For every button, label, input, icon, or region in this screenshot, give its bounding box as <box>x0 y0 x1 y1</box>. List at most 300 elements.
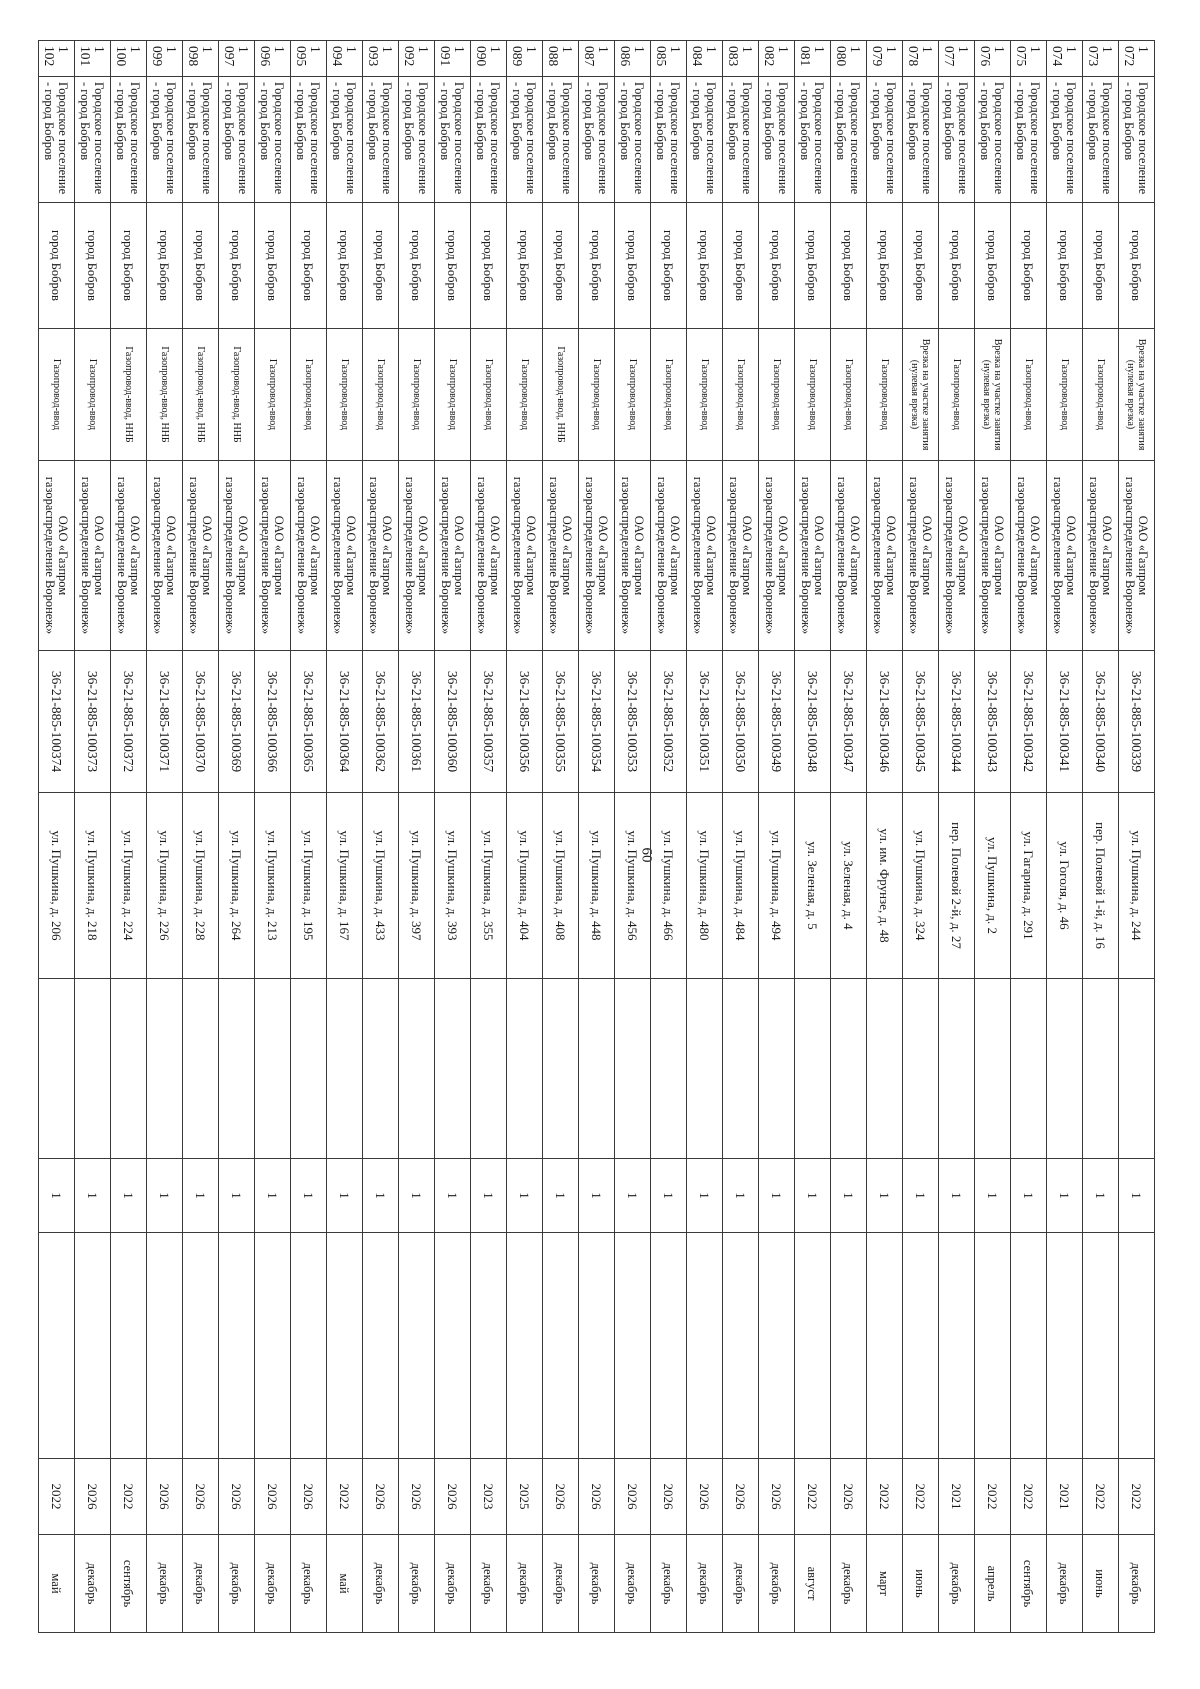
row-number: 1 094 <box>327 41 363 77</box>
object-code-cell: 36-21-885-100360 <box>435 651 471 793</box>
object-type-cell: Газопровод-ввод <box>831 329 867 461</box>
blank-cell <box>255 1233 291 1459</box>
month-cell: декабрь <box>363 1535 399 1633</box>
month-cell: август <box>795 1535 831 1633</box>
count-cell: 1 <box>39 1159 75 1233</box>
organization-cell: ОАО «Газпром газораспределение Воронеж» <box>219 461 255 651</box>
city-cell: город Бобров <box>543 203 579 329</box>
empty-cell <box>903 979 939 1159</box>
city-cell: город Бобров <box>975 203 1011 329</box>
organization-cell: ОАО «Газпром газораспределение Воронеж» <box>327 461 363 651</box>
object-code-cell: 36-21-885-100345 <box>903 651 939 793</box>
count-cell: 1 <box>543 1159 579 1233</box>
object-type-cell: Газопровод-ввод <box>867 329 903 461</box>
row-number: 1 072 <box>1119 41 1155 77</box>
settlement-cell: Городское поселение - город Бобров <box>39 77 75 203</box>
settlement-cell: Городское поселение - город Бобров <box>1011 77 1047 203</box>
city-cell: город Бобров <box>399 203 435 329</box>
count-cell: 1 <box>1011 1159 1047 1233</box>
blank-cell <box>507 1233 543 1459</box>
table-row <box>327 41 363 1633</box>
organization-cell: ОАО «Газпром газораспределение Воронеж» <box>831 461 867 651</box>
address-cell: ул. Пушкина, д. 466 <box>651 793 687 979</box>
city-cell: город Бобров <box>1047 203 1083 329</box>
city-cell: город Бобров <box>507 203 543 329</box>
row-number: 1 096 <box>255 41 291 77</box>
year-cell: 2021 <box>939 1459 975 1535</box>
blank-cell <box>759 1233 795 1459</box>
month-cell: декабрь <box>435 1535 471 1633</box>
year-cell: 2026 <box>147 1459 183 1535</box>
city-cell: город Бобров <box>723 203 759 329</box>
city-cell: город Бобров <box>1083 203 1119 329</box>
row-number: 1 092 <box>399 41 435 77</box>
object-type-cell: Газопровод-ввод, ННБ <box>147 329 183 461</box>
row-number: 1 077 <box>939 41 975 77</box>
organization-cell: ОАО «Газпром газораспределение Воронеж» <box>723 461 759 651</box>
count-cell: 1 <box>651 1159 687 1233</box>
empty-cell <box>543 979 579 1159</box>
count-cell: 1 <box>147 1159 183 1233</box>
count-cell: 1 <box>867 1159 903 1233</box>
year-cell: 2022 <box>1011 1459 1047 1535</box>
organization-cell: ОАО «Газпром газораспределение Воронеж» <box>867 461 903 651</box>
count-cell: 1 <box>903 1159 939 1233</box>
table-row <box>903 41 939 1633</box>
year-cell: 2026 <box>435 1459 471 1535</box>
organization-cell: ОАО «Газпром газораспределение Воронеж» <box>363 461 399 651</box>
city-cell: город Бобров <box>39 203 75 329</box>
blank-cell <box>543 1233 579 1459</box>
object-code-cell: 36-21-885-100374 <box>39 651 75 793</box>
rotated-page <box>42 40 1155 1632</box>
object-code-cell: 36-21-885-100339 <box>1119 651 1155 793</box>
address-cell: ул. Пушкина, д. 494 <box>759 793 795 979</box>
blank-cell <box>831 1233 867 1459</box>
row-number: 1 083 <box>723 41 759 77</box>
object-code-cell: 36-21-885-100346 <box>867 651 903 793</box>
blank-cell <box>183 1233 219 1459</box>
blank-cell <box>723 1233 759 1459</box>
city-cell: город Бобров <box>903 203 939 329</box>
object-code-cell: 36-21-885-100362 <box>363 651 399 793</box>
object-code-cell: 36-21-885-100373 <box>75 651 111 793</box>
empty-cell <box>39 979 75 1159</box>
count-cell: 1 <box>507 1159 543 1233</box>
address-cell: пер. Полевой 2-й, д. 27 <box>939 793 975 979</box>
organization-cell: ОАО «Газпром газораспределение Воронеж» <box>1083 461 1119 651</box>
object-code-cell: 36-21-885-100355 <box>543 651 579 793</box>
address-cell: ул. Пушкина, д. 2 <box>975 793 1011 979</box>
blank-cell <box>1119 1233 1155 1459</box>
settlement-cell: Городское поселение - город Бобров <box>471 77 507 203</box>
table-row <box>795 41 831 1633</box>
city-cell: город Бобров <box>579 203 615 329</box>
organization-cell: ОАО «Газпром газораспределение Воронеж» <box>399 461 435 651</box>
city-cell: город Бобров <box>327 203 363 329</box>
table-row <box>39 41 75 1633</box>
object-code-cell: 36-21-885-100344 <box>939 651 975 793</box>
row-number: 1 082 <box>759 41 795 77</box>
address-cell: ул. Пушкина, д. 484 <box>723 793 759 979</box>
blank-cell <box>1047 1233 1083 1459</box>
row-number: 1 089 <box>507 41 543 77</box>
count-cell: 1 <box>939 1159 975 1233</box>
organization-cell: ОАО «Газпром газораспределение Воронеж» <box>759 461 795 651</box>
empty-cell <box>435 979 471 1159</box>
count-cell: 1 <box>183 1159 219 1233</box>
address-cell: ул. Пушкина, д. 433 <box>363 793 399 979</box>
year-cell: 2022 <box>111 1459 147 1535</box>
table-row <box>615 41 651 1633</box>
organization-cell: ОАО «Газпром газораспределение Воронеж» <box>579 461 615 651</box>
year-cell: 2022 <box>975 1459 1011 1535</box>
year-cell: 2022 <box>39 1459 75 1535</box>
object-type-cell: Газопровод-ввод <box>723 329 759 461</box>
object-type-cell: Газопровод-ввод <box>1083 329 1119 461</box>
year-cell: 2026 <box>723 1459 759 1535</box>
city-cell: город Бобров <box>255 203 291 329</box>
organization-cell: ОАО «Газпром газораспределение Воронеж» <box>1047 461 1083 651</box>
object-type-cell: Газопровод-ввод, ННБ <box>183 329 219 461</box>
empty-cell <box>111 979 147 1159</box>
address-cell: ул. Пушкина, д. 224 <box>111 793 147 979</box>
row-number: 1 102 <box>39 41 75 77</box>
blank-cell <box>471 1233 507 1459</box>
row-number: 1 085 <box>651 41 687 77</box>
table-row <box>75 41 111 1633</box>
table-row <box>147 41 183 1633</box>
count-cell: 1 <box>687 1159 723 1233</box>
address-cell: ул. Пушкина, д. 264 <box>219 793 255 979</box>
table-row <box>651 41 687 1633</box>
month-cell: июнь <box>1083 1535 1119 1633</box>
year-cell: 2026 <box>759 1459 795 1535</box>
city-cell: город Бобров <box>75 203 111 329</box>
object-type-cell: Газопровод-ввод <box>939 329 975 461</box>
count-cell: 1 <box>723 1159 759 1233</box>
city-cell: город Бобров <box>687 203 723 329</box>
empty-cell <box>795 979 831 1159</box>
address-cell: ул. Пушкина, д. 355 <box>471 793 507 979</box>
month-cell: декабрь <box>291 1535 327 1633</box>
object-type-cell: Газопровод-ввод <box>291 329 327 461</box>
count-cell: 1 <box>1047 1159 1083 1233</box>
register-table <box>38 40 1155 1633</box>
month-cell: декабрь <box>1119 1535 1155 1633</box>
empty-cell <box>507 979 543 1159</box>
organization-cell: ОАО «Газпром газораспределение Воронеж» <box>435 461 471 651</box>
month-cell: сентябрь <box>1011 1535 1047 1633</box>
object-type-cell: Врезка на участке занятия (нулевая врезка) <box>903 329 939 461</box>
row-number: 1 073 <box>1083 41 1119 77</box>
city-cell: город Бобров <box>651 203 687 329</box>
year-cell: 2026 <box>399 1459 435 1535</box>
count-cell: 1 <box>399 1159 435 1233</box>
settlement-cell: Городское поселение - город Бобров <box>363 77 399 203</box>
object-type-cell: Газопровод-ввод <box>1011 329 1047 461</box>
year-cell: 2023 <box>471 1459 507 1535</box>
year-cell: 2026 <box>543 1459 579 1535</box>
organization-cell: ОАО «Газпром газораспределение Воронеж» <box>39 461 75 651</box>
organization-cell: ОАО «Газпром газораспределение Воронеж» <box>543 461 579 651</box>
city-cell: город Бобров <box>615 203 651 329</box>
blank-cell <box>219 1233 255 1459</box>
row-number: 1 098 <box>183 41 219 77</box>
object-code-cell: 36-21-885-100372 <box>111 651 147 793</box>
table-row <box>1119 41 1155 1633</box>
address-cell: ул. Пушкина, д. 393 <box>435 793 471 979</box>
city-cell: город Бобров <box>795 203 831 329</box>
row-number: 1 074 <box>1047 41 1083 77</box>
settlement-cell: Городское поселение - город Бобров <box>435 77 471 203</box>
settlement-cell: Городское поселение - город Бобров <box>903 77 939 203</box>
city-cell: город Бобров <box>219 203 255 329</box>
organization-cell: ОАО «Газпром газораспределение Воронеж» <box>687 461 723 651</box>
table-row <box>219 41 255 1633</box>
month-cell: июнь <box>903 1535 939 1633</box>
empty-cell <box>1119 979 1155 1159</box>
blank-cell <box>1011 1233 1047 1459</box>
row-number: 1 080 <box>831 41 867 77</box>
address-cell: ул. Пушкина, д. 408 <box>543 793 579 979</box>
object-code-cell: 36-21-885-100366 <box>255 651 291 793</box>
table-row <box>975 41 1011 1633</box>
object-type-cell: Газопровод-ввод <box>399 329 435 461</box>
count-cell: 1 <box>471 1159 507 1233</box>
blank-cell <box>399 1233 435 1459</box>
object-type-cell: Газопровод-ввод <box>687 329 723 461</box>
organization-cell: ОАО «Газпром газораспределение Воронеж» <box>615 461 651 651</box>
empty-cell <box>327 979 363 1159</box>
row-number: 1 084 <box>687 41 723 77</box>
row-number: 1 081 <box>795 41 831 77</box>
city-cell: город Бобров <box>939 203 975 329</box>
object-code-cell: 36-21-885-100365 <box>291 651 327 793</box>
settlement-cell: Городское поселение - город Бобров <box>723 77 759 203</box>
address-cell: ул. Пушкина, д. 480 <box>687 793 723 979</box>
year-cell: 2022 <box>1083 1459 1119 1535</box>
city-cell: город Бобров <box>831 203 867 329</box>
blank-cell <box>651 1233 687 1459</box>
object-code-cell: 36-21-885-100350 <box>723 651 759 793</box>
city-cell: город Бобров <box>183 203 219 329</box>
count-cell: 1 <box>1119 1159 1155 1233</box>
month-cell: декабрь <box>759 1535 795 1633</box>
organization-cell: ОАО «Газпром газораспределение Воронеж» <box>291 461 327 651</box>
empty-cell <box>939 979 975 1159</box>
organization-cell: ОАО «Газпром газораспределение Воронеж» <box>939 461 975 651</box>
city-cell: город Бобров <box>1119 203 1155 329</box>
settlement-cell: Городское поселение - город Бобров <box>1083 77 1119 203</box>
blank-cell <box>1083 1233 1119 1459</box>
row-number: 1 087 <box>579 41 615 77</box>
year-cell: 2022 <box>1119 1459 1155 1535</box>
blank-cell <box>687 1233 723 1459</box>
city-cell: город Бобров <box>435 203 471 329</box>
row-number: 1 076 <box>975 41 1011 77</box>
blank-cell <box>39 1233 75 1459</box>
settlement-cell: Городское поселение - город Бобров <box>507 77 543 203</box>
settlement-cell: Городское поселение - город Бобров <box>147 77 183 203</box>
object-type-cell: Газопровод-ввод <box>615 329 651 461</box>
object-code-cell: 36-21-885-100370 <box>183 651 219 793</box>
settlement-cell: Городское поселение - город Бобров <box>579 77 615 203</box>
month-cell: сентябрь <box>111 1535 147 1633</box>
empty-cell <box>975 979 1011 1159</box>
organization-cell: ОАО «Газпром газораспределение Воронеж» <box>1119 461 1155 651</box>
year-cell: 2026 <box>687 1459 723 1535</box>
city-cell: город Бобров <box>291 203 327 329</box>
settlement-cell: Городское поселение - город Бобров <box>651 77 687 203</box>
count-cell: 1 <box>579 1159 615 1233</box>
blank-cell <box>903 1233 939 1459</box>
count-cell: 1 <box>255 1159 291 1233</box>
address-cell: ул. Пушкина, д. 244 <box>1119 793 1155 979</box>
year-cell: 2026 <box>75 1459 111 1535</box>
table-row <box>111 41 147 1633</box>
settlement-cell: Городское поселение - город Бобров <box>183 77 219 203</box>
table-row <box>471 41 507 1633</box>
year-cell: 2026 <box>255 1459 291 1535</box>
object-type-cell: Газопровод-ввод <box>363 329 399 461</box>
table-row <box>579 41 615 1633</box>
object-type-cell: Газопровод-ввод, ННБ <box>543 329 579 461</box>
object-code-cell: 36-21-885-100351 <box>687 651 723 793</box>
object-type-cell: Газопровод-ввод, ННБ <box>111 329 147 461</box>
object-type-cell: Газопровод-ввод, ННБ <box>219 329 255 461</box>
table-row <box>1047 41 1083 1633</box>
table-row <box>507 41 543 1633</box>
row-number: 1 075 <box>1011 41 1047 77</box>
object-code-cell: 36-21-885-100348 <box>795 651 831 793</box>
organization-cell: ОАО «Газпром газораспределение Воронеж» <box>507 461 543 651</box>
organization-cell: ОАО «Газпром газораспределение Воронеж» <box>471 461 507 651</box>
organization-cell: ОАО «Газпром газораспределение Воронеж» <box>183 461 219 651</box>
count-cell: 1 <box>75 1159 111 1233</box>
empty-cell <box>147 979 183 1159</box>
table-row <box>687 41 723 1633</box>
object-type-cell: Газопровод-ввод <box>651 329 687 461</box>
empty-cell <box>723 979 759 1159</box>
count-cell: 1 <box>759 1159 795 1233</box>
row-number: 1 093 <box>363 41 399 77</box>
address-cell: ул. Пушкина, д. 226 <box>147 793 183 979</box>
row-number: 1 078 <box>903 41 939 77</box>
empty-cell <box>1083 979 1119 1159</box>
empty-cell <box>579 979 615 1159</box>
count-cell: 1 <box>831 1159 867 1233</box>
settlement-cell: Городское поселение - город Бобров <box>1119 77 1155 203</box>
address-cell: ул. Пушкина, д. 456 <box>615 793 651 979</box>
table-row <box>723 41 759 1633</box>
object-type-cell: Газопровод-ввод <box>255 329 291 461</box>
settlement-cell: Городское поселение - город Бобров <box>75 77 111 203</box>
address-cell: ул. Пушкина, д. 397 <box>399 793 435 979</box>
object-type-cell: Газопровод-ввод <box>795 329 831 461</box>
address-cell: ул. Пушкина, д. 448 <box>579 793 615 979</box>
blank-cell <box>147 1233 183 1459</box>
settlement-cell: Городское поселение - город Бобров <box>327 77 363 203</box>
address-cell: ул. Пушкина, д. 218 <box>75 793 111 979</box>
address-cell: ул. им. Фрунзе, д. 48 <box>867 793 903 979</box>
organization-cell: ОАО «Газпром газораспределение Воронеж» <box>975 461 1011 651</box>
month-cell: декабрь <box>615 1535 651 1633</box>
table-row <box>1011 41 1047 1633</box>
row-number: 1 100 <box>111 41 147 77</box>
address-cell: ул. Пушкина, д. 206 <box>39 793 75 979</box>
settlement-cell: Городское поселение - город Бобров <box>219 77 255 203</box>
row-number: 1 086 <box>615 41 651 77</box>
address-cell: ул. Пушкина, д. 167 <box>327 793 363 979</box>
month-cell: декабрь <box>399 1535 435 1633</box>
row-number: 1 090 <box>471 41 507 77</box>
empty-cell <box>1011 979 1047 1159</box>
empty-cell <box>399 979 435 1159</box>
blank-cell <box>939 1233 975 1459</box>
city-cell: город Бобров <box>759 203 795 329</box>
settlement-cell: Городское поселение - город Бобров <box>1047 77 1083 203</box>
settlement-cell: Городское поселение - город Бобров <box>939 77 975 203</box>
object-type-cell: Газопровод-ввод <box>435 329 471 461</box>
row-number: 1 097 <box>219 41 255 77</box>
table-row <box>435 41 471 1633</box>
empty-cell <box>471 979 507 1159</box>
count-cell: 1 <box>219 1159 255 1233</box>
empty-cell <box>255 979 291 1159</box>
empty-cell <box>831 979 867 1159</box>
month-cell: декабрь <box>255 1535 291 1633</box>
table-row <box>831 41 867 1633</box>
blank-cell <box>795 1233 831 1459</box>
city-cell: город Бобров <box>147 203 183 329</box>
settlement-cell: Городское поселение - город Бобров <box>255 77 291 203</box>
table-row <box>363 41 399 1633</box>
year-cell: 2022 <box>327 1459 363 1535</box>
month-cell: декабрь <box>219 1535 255 1633</box>
organization-cell: ОАО «Газпром газораспределение Воронеж» <box>1011 461 1047 651</box>
settlement-cell: Городское поселение - город Бобров <box>759 77 795 203</box>
address-cell: ул. Пушкина, д. 228 <box>183 793 219 979</box>
city-cell: город Бобров <box>111 203 147 329</box>
object-code-cell: 36-21-885-100353 <box>615 651 651 793</box>
address-cell: пер. Полевой 1-й, д. 16 <box>1083 793 1119 979</box>
month-cell: декабрь <box>507 1535 543 1633</box>
year-cell: 2026 <box>183 1459 219 1535</box>
address-cell: ул. Зеленая, д. 5 <box>795 793 831 979</box>
organization-cell: ОАО «Газпром газораспределение Воронеж» <box>111 461 147 651</box>
settlement-cell: Городское поселение - город Бобров <box>975 77 1011 203</box>
blank-cell <box>579 1233 615 1459</box>
page-number: 60 <box>638 847 655 863</box>
month-cell: декабрь <box>543 1535 579 1633</box>
table-row <box>759 41 795 1633</box>
count-cell: 1 <box>1083 1159 1119 1233</box>
month-cell: декабрь <box>147 1535 183 1633</box>
settlement-cell: Городское поселение - город Бобров <box>795 77 831 203</box>
address-cell: ул. Пушкина, д. 195 <box>291 793 327 979</box>
settlement-cell: Городское поселение - город Бобров <box>867 77 903 203</box>
address-cell: ул. Гоголя, д. 46 <box>1047 793 1083 979</box>
table-row <box>543 41 579 1633</box>
object-type-cell: Газопровод-ввод <box>75 329 111 461</box>
settlement-cell: Городское поселение - город Бобров <box>831 77 867 203</box>
row-number: 1 101 <box>75 41 111 77</box>
object-type-cell: Врезка на участке занятия (нулевая врезка) <box>975 329 1011 461</box>
month-cell: декабрь <box>579 1535 615 1633</box>
table-row <box>291 41 327 1633</box>
object-code-cell: 36-21-885-100354 <box>579 651 615 793</box>
